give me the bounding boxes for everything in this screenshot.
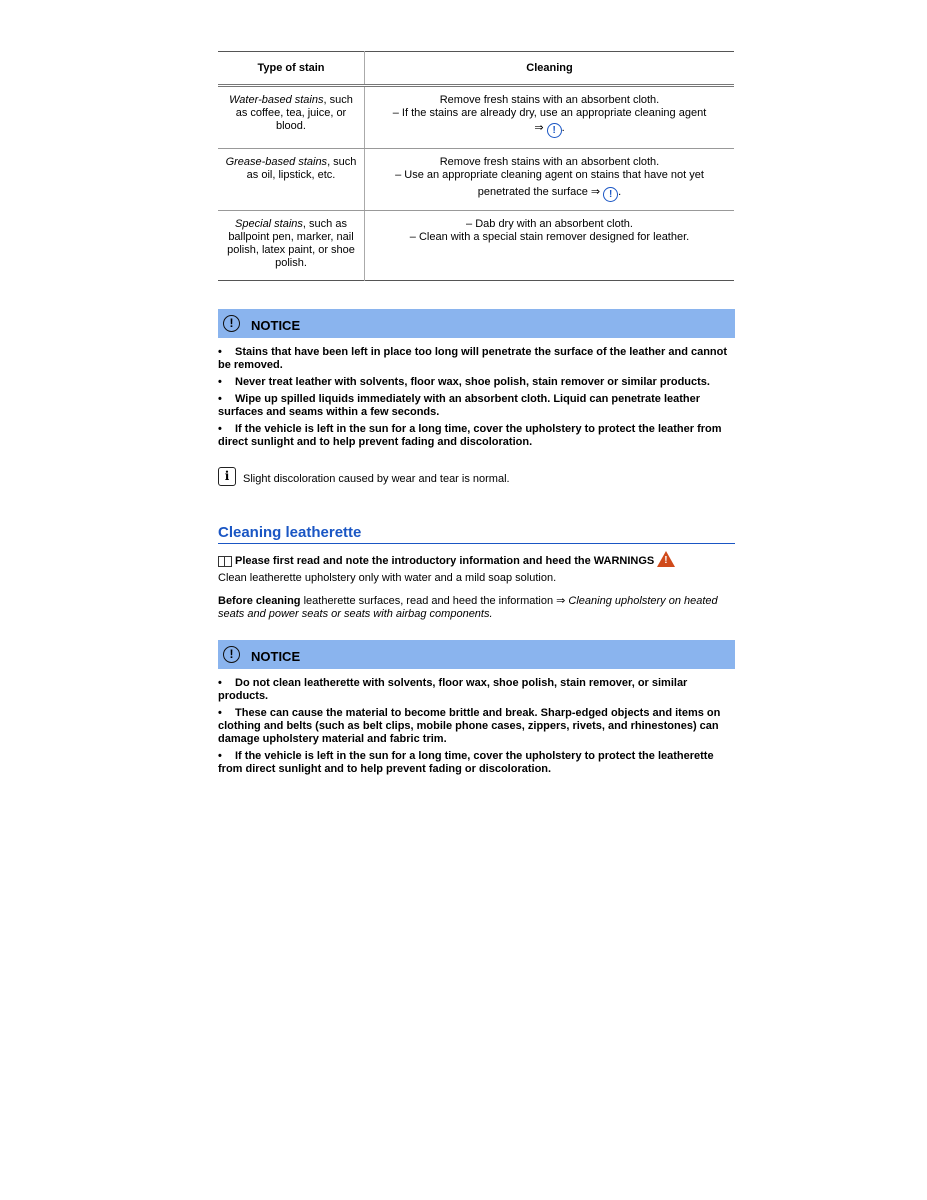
notice-label: NOTICE — [251, 649, 301, 664]
info-text: Slight discoloration caused by wear and tear is normal. — [243, 473, 510, 485]
cleaning-line-text: ⇒ — [534, 122, 544, 134]
stain-type-desc: , such as ballpoint pen, marker, nail polish, latex paint, or shoe polish. — [227, 218, 355, 269]
cleaning-line-ref: penetrated the surface ⇒ ! . — [477, 186, 622, 200]
bullet-icon: • — [218, 346, 222, 358]
exclamation-circle-icon: ! — [223, 315, 240, 332]
cleaning-line: – Dab dry with an absorbent cloth. — [466, 218, 633, 230]
table-row — [218, 211, 734, 281]
notice-header — [218, 309, 735, 338]
list-item-text: Never treat leather with solvents, floor wax, shoe polish, stain remover or similar products. — [235, 376, 710, 388]
list-item — [218, 677, 735, 703]
cross-reference-link[interactable]: Cleaning upholstery on heated seats and power seats or seats with airbag components. — [218, 595, 718, 620]
cleaning-line: Remove fresh stains with an absorbent cloth. — [439, 94, 660, 106]
stain-table — [218, 51, 734, 281]
cleaning-cell — [365, 211, 735, 281]
cleaning-cell — [365, 149, 735, 211]
bullet-icon: • — [218, 707, 222, 719]
bullet-icon: • — [218, 393, 222, 405]
section-title: Cleaning leatherette — [218, 524, 735, 544]
stain-type-cell — [218, 149, 365, 211]
list-item — [218, 707, 735, 746]
paragraph-bold: Before cleaning — [218, 595, 301, 607]
list-item-text: Stains that have been left in place too long will penetrate the surface of the leather and cannot be removed. — [218, 346, 728, 371]
list-item — [218, 376, 735, 389]
bullet-icon: • — [218, 423, 222, 435]
stain-type-desc: , such as coffee, tea, juice, or blood. — [235, 94, 353, 132]
cleaning-line-ref: ⇒ ! . — [534, 122, 565, 136]
bullet-icon: • — [218, 677, 222, 689]
list-item — [218, 750, 735, 776]
stain-type-name: Special stains — [235, 218, 303, 230]
stain-type-cell — [218, 86, 365, 149]
exclamation-circle-icon: ! — [223, 646, 240, 663]
cleaning-line: – If the stains are already dry, use an appropriate cleaning agent — [392, 107, 707, 119]
paragraph — [218, 595, 735, 621]
intro-text: Please first read and note the introductory information and heed the WARNINGS — [235, 555, 655, 567]
warning-triangle-icon[interactable]: ! — [657, 551, 675, 567]
cleaning-cell — [365, 86, 735, 149]
notice-label: NOTICE — [251, 318, 301, 333]
list-item-text: These can cause the material to become brittle and break. Sharp-edged objects and items on clothing and belts (such as belt clips, mobile phone cases, zippers, rivets, and rhinestones) can damage upholstery material and fabric trim. — [218, 707, 721, 745]
page-content — [218, 51, 735, 780]
notice-header — [218, 640, 735, 669]
cleaning-line: – Use an appropriate cleaning agent on stains that have not yet — [395, 169, 704, 181]
table-header-row — [218, 52, 734, 86]
bullet-icon: • — [218, 750, 222, 762]
list-item-text: If the vehicle is left in the sun for a long time, cover the upholstery to protect the leatherette from direct sunlight and to help prevent fading or discoloration. — [218, 750, 714, 775]
stain-type-desc: , such as oil, lipstick, etc. — [246, 156, 357, 181]
info-box-icon: i — [218, 467, 236, 486]
cleaning-line-text: penetrated the surface ⇒ — [477, 186, 601, 198]
list-item — [218, 393, 735, 419]
list-item — [218, 346, 735, 372]
table-header-cleaning: Cleaning — [365, 52, 735, 86]
list-item — [218, 423, 735, 449]
table-row — [218, 86, 734, 149]
stain-type-name: Grease-based stains — [225, 156, 328, 168]
paragraph-text: leatherette surfaces, read and heed the information ⇒ — [300, 595, 569, 607]
bullet-icon: • — [218, 376, 222, 388]
notice-list — [218, 677, 735, 776]
notice-ref-icon[interactable]: ! — [603, 187, 618, 202]
list-item-text: Do not clean leatherette with solvents, floor wax, shoe polish, stain remover, or similar products. — [218, 677, 688, 702]
paragraph: Clean leatherette upholstery only with water and a mild soap solution. — [218, 572, 557, 584]
book-icon — [218, 556, 232, 567]
cleaning-line: Remove fresh stains with an absorbent cloth. — [439, 156, 660, 168]
info-note — [218, 467, 735, 486]
table-header-type: Type of stain — [218, 52, 365, 86]
stain-type-name: Water-based stains — [229, 94, 324, 106]
table-row — [218, 149, 734, 211]
list-item-text: Wipe up spilled liquids immediately with an absorbent cloth. Liquid can penetrate leather surfaces and seams within a few seconds. — [218, 393, 701, 418]
notice-ref-icon[interactable]: ! — [547, 123, 562, 138]
cleaning-line: – Clean with a special stain remover designed for leather. — [409, 231, 690, 243]
list-item-text: If the vehicle is left in the sun for a long time, cover the upholstery to protect the leather from direct sunlight and to help prevent fading and discoloration. — [218, 423, 722, 448]
stain-type-cell — [218, 211, 365, 281]
notice-list — [218, 346, 735, 449]
intro-line — [218, 555, 735, 567]
